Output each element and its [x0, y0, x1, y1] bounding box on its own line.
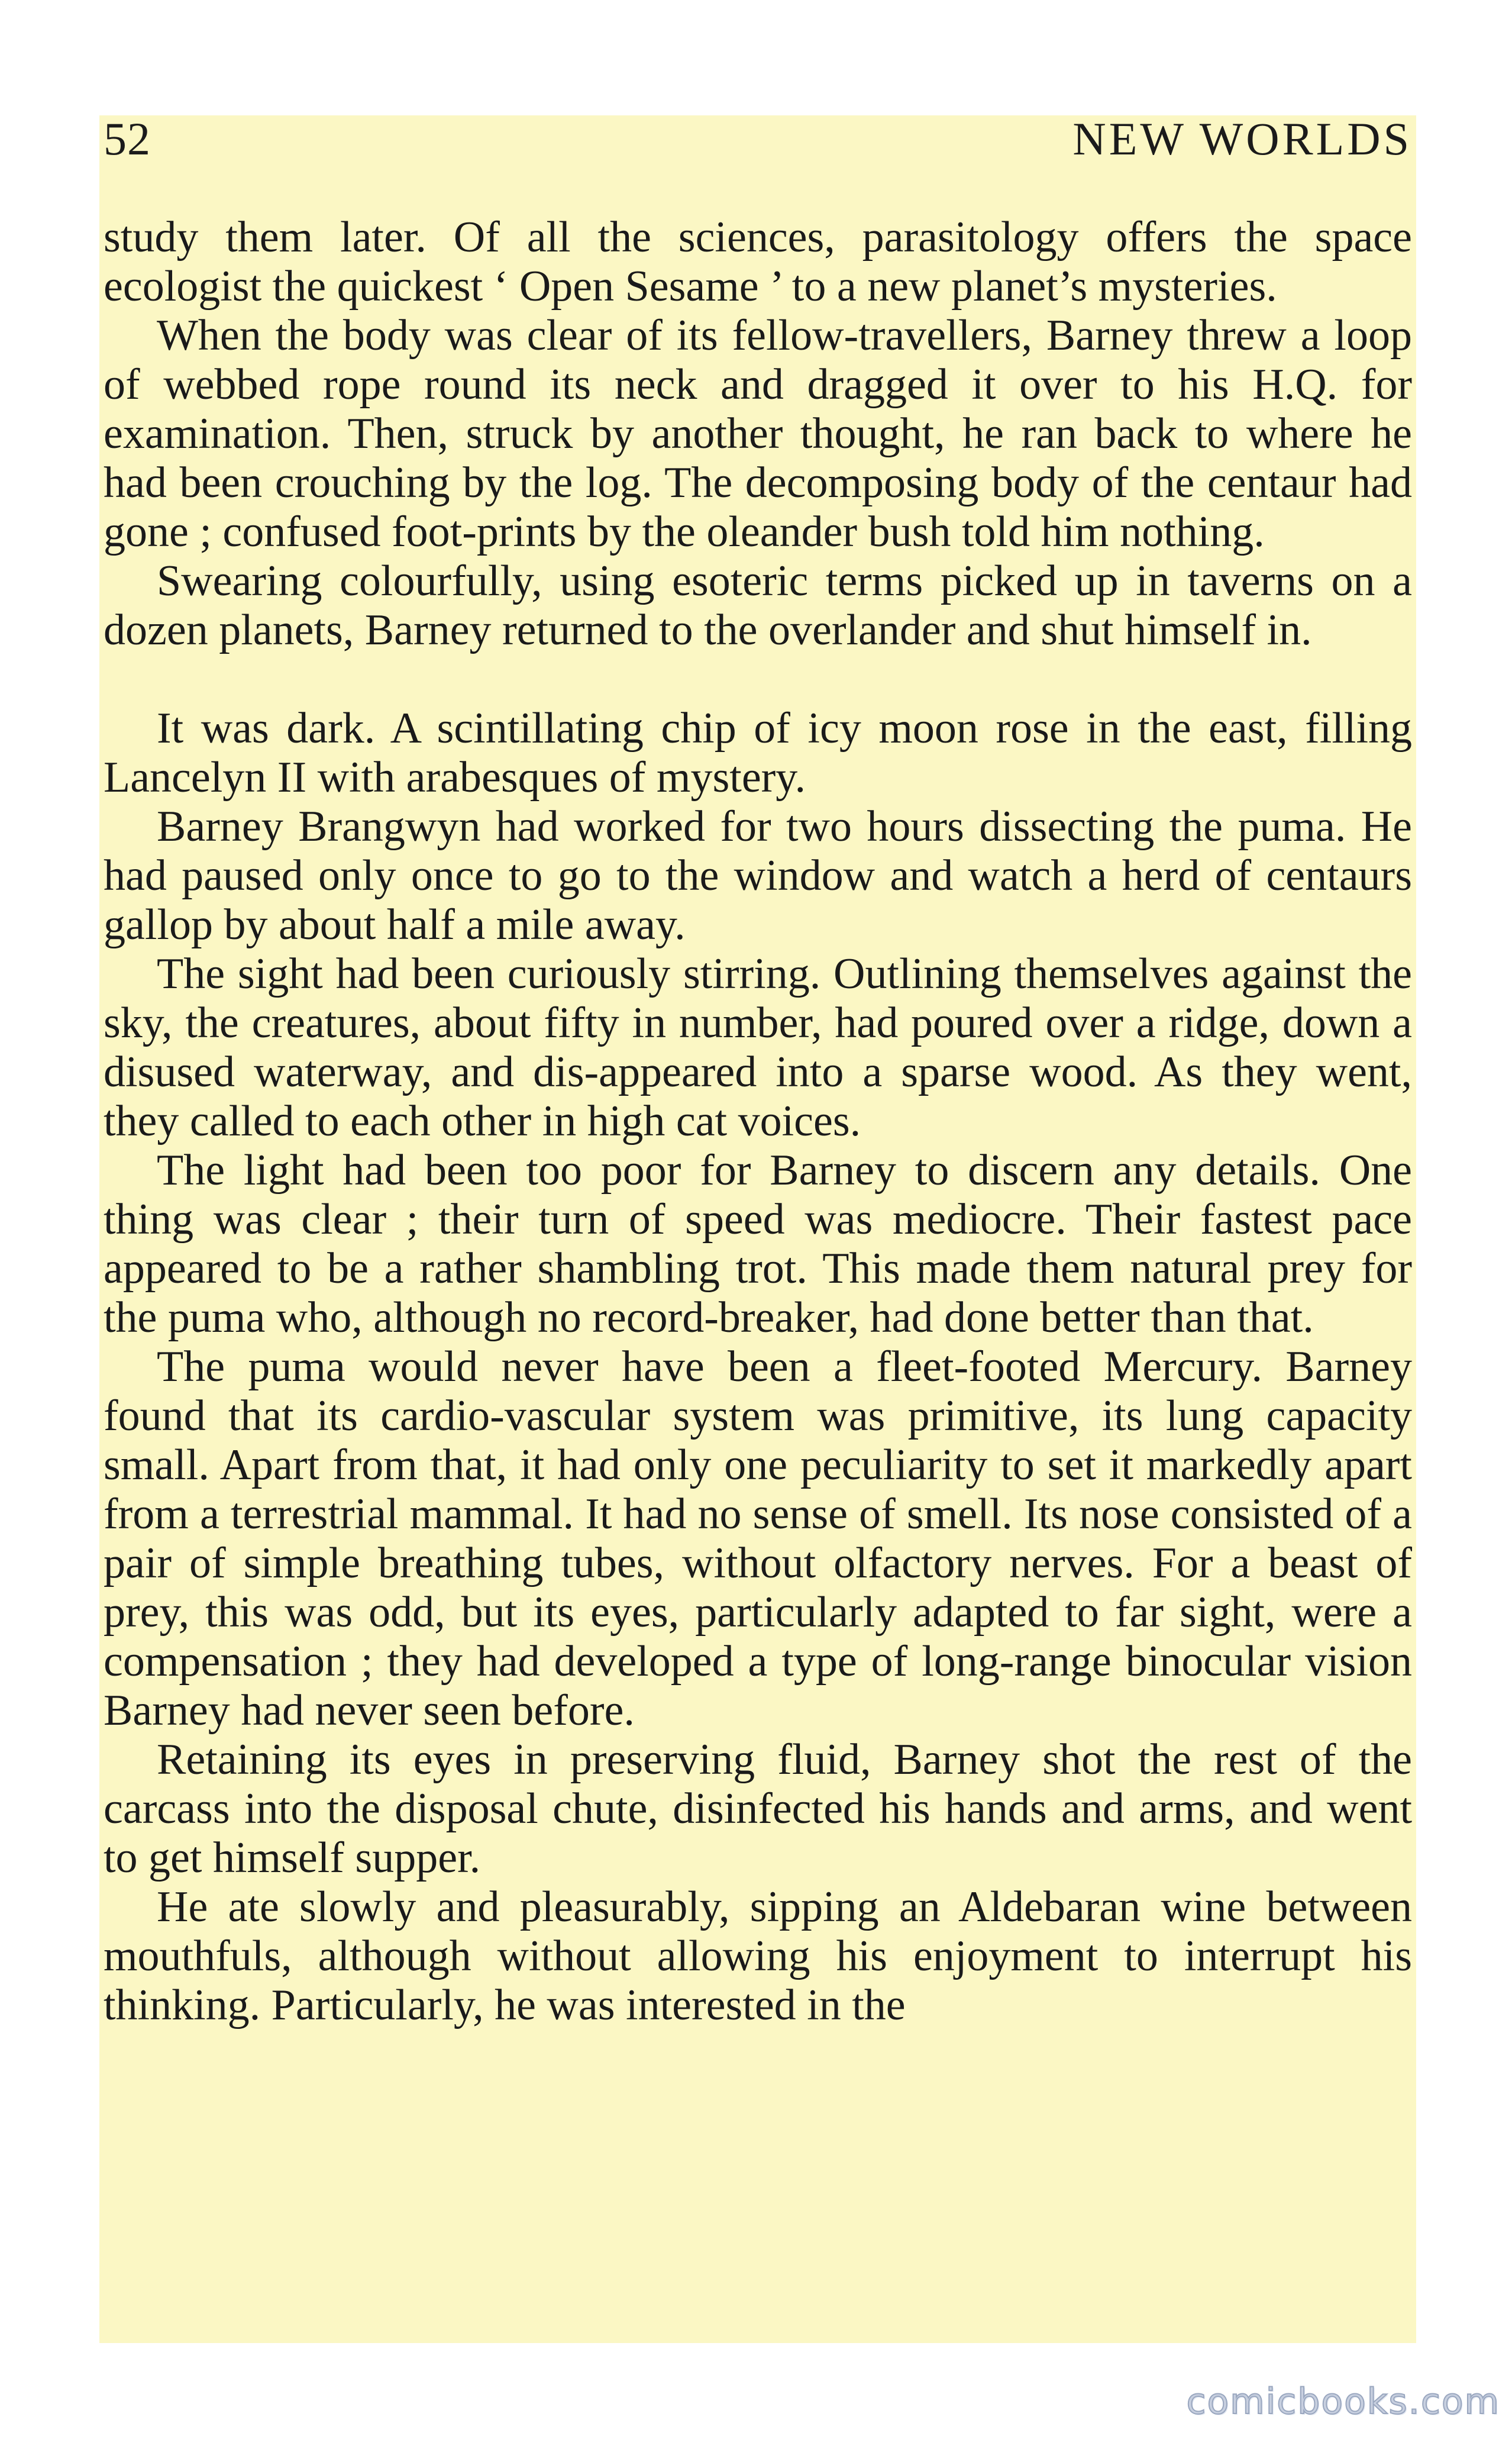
paragraph: Swearing colourfully, using esoteric terms picked up in taverns on a dozen planets, Barney returned to the overlander and shut himself in. — [104, 557, 1412, 654]
paragraph: When the body was clear of its fellow-travellers, Barney threw a loop of webbed rope round its neck and dragged it over to his H.Q. for examination. Then, struck by another thought, he ran back to where he had been crouching by the log. The decomposing body of the centaur had gone ; confused foot-prints by the oleander bush told him nothing. — [104, 311, 1412, 556]
paragraph: He ate slowly and pleasurably, sipping an Aldebaran wine between mouthfuls, although without allowing his enjoyment to interrupt his thinking. Particularly, he was interested in the — [104, 1883, 1412, 2029]
paragraph: Barney Brangwyn had worked for two hours dissecting the puma. He had paused only once to go to the window and watch a herd of centaurs gallop by about half a mile away. — [104, 802, 1412, 949]
paragraph: The light had been too poor for Barney to discern any details. One thing was clear ; their turn of speed was mediocre. Their fastest pace appeared to be a rather shambling trot. This made them natural prey for the puma who, although no record-breaker, had done better than that. — [104, 1146, 1412, 1342]
watermark-logo: comicbooks.com — [1186, 2381, 1500, 2422]
body-text — [104, 213, 1412, 2030]
page-header — [104, 112, 1412, 172]
paragraph: The puma would never have been a fleet-footed Mercury. Barney found that its cardio-vascular system was primitive, its lung capacity small. Apart from that, it had only one peculiarity to set it markedly apart from a terrestrial mammal. It had no sense of smell. Its nose consisted of a pair of simple breathing tubes, without olfactory nerves. For a beast of prey, this was odd, but its eyes, particularly adapted to far sight, were a compensation ; they had developed a type of long-range binocular vision Barney had never seen before. — [104, 1343, 1412, 1735]
paragraph: Retaining its eyes in preserving fluid, Barney shot the rest of the carcass into the disposal chute, disinfected his hands and arms, and went to get himself supper. — [104, 1735, 1412, 1882]
running-head: NEW WORLDS — [1072, 113, 1412, 164]
paragraph: It was dark. A scintillating chip of icy moon rose in the east, filling Lancelyn II with arabesques of mystery. — [104, 704, 1412, 802]
paragraph: The sight had been curiously stirring. Outlining themselves against the sky, the creatures, about fifty in number, had poured over a ridge, down a disused waterway, and dis-appeared into a sparse wood. As they went, they called to each other in high cat voices. — [104, 950, 1412, 1145]
paragraph: study them later. Of all the sciences, parasitology offers the space ecologist the quickest ‘ Open Sesame ’ to a new planet’s mysteries. — [104, 213, 1412, 311]
page-number: 52 — [104, 113, 151, 164]
section-break — [104, 655, 1412, 704]
